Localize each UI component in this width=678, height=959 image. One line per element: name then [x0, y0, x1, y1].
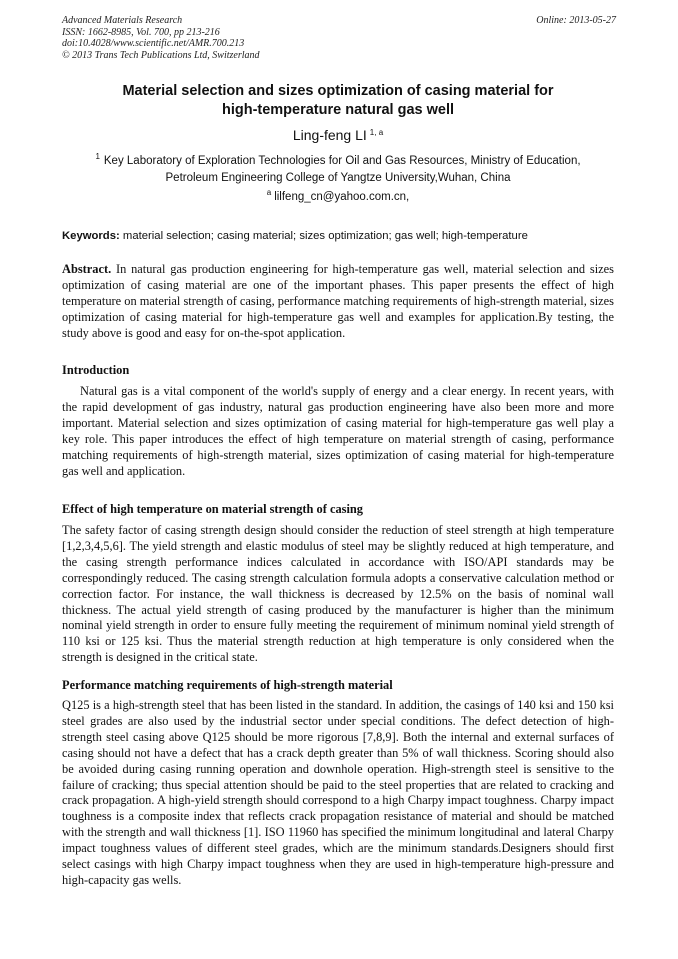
- journal-doi: doi:10.4028/www.scientific.net/AMR.700.213: [62, 38, 245, 49]
- keywords-label: Keywords:: [62, 230, 120, 242]
- keywords: [62, 229, 614, 244]
- abstract-text: In natural gas production engineering for high-temperature gas well, material selection and sizes optimization of casing material are one of the important phases. This paper presents the effect of high temperature on material strength of casing, performance matching requirements of high-strength material, sizes optimization of casing material for high-temperature gas well and examples for application.By testing, the study above is good and easy for on-the-spot application.: [62, 262, 614, 340]
- introduction-paragraph: Natural gas is a vital component of the world's supply of energy and a clear energy. In recent years, with the rapid development of gas industry, natural gas production engineering have also been more and more important. Material selection and sizes optimization of casing material for high-temperature gas well play a key role. This paper introduces the effect of high temperature on material strength of casing, performance matching requirements of high-strength material, sizes optimization of casing material for high-temperature gas well and application.: [62, 384, 614, 478]
- effect-section-heading: Effect of high temperature on material strength of casing: [62, 502, 363, 516]
- paper-title-line-1: Material selection and sizes optimization of casing material for: [122, 83, 554, 99]
- author-email: lilfeng_cn@yahoo.com.cn,: [274, 191, 410, 203]
- author-name: Ling-feng LI: [292, 127, 367, 143]
- author-superscript: 1, a: [369, 128, 384, 137]
- affiliation-line-1: Key Laboratory of Exploration Technologies for Oil and Gas Resources, Ministry of Education,: [103, 155, 581, 167]
- online-date: Online: 2013-05-27: [536, 15, 616, 26]
- journal-copyright: © 2013 Trans Tech Publications Ltd, Switzerland: [62, 49, 260, 61]
- paper-title-line-2: high-temperature natural gas well: [221, 102, 455, 118]
- email-superscript: a: [266, 188, 272, 197]
- paper-title: [62, 82, 614, 120]
- keywords-text: material selection; casing material; sizes optimization; gas well; high-temperature: [122, 230, 528, 242]
- author-line: [62, 124, 614, 144]
- affiliation-line-2: Petroleum Engineering College of Yangtze University,Wuhan, China: [165, 171, 511, 184]
- journal-issn: ISSN: 1662-8985, Vol. 700, pp 213-216: [62, 26, 220, 38]
- affiliation-superscript: 1: [95, 152, 100, 161]
- introduction-heading: Introduction: [62, 363, 130, 377]
- affiliation: [62, 149, 614, 186]
- performance-section-heading: Performance matching requirements of high-strength material: [62, 678, 393, 692]
- abstract-label: Abstract.: [62, 262, 112, 276]
- effect-section-paragraph: The safety factor of casing strength design should consider the reduction of steel strength at high temperature [1,2,3,4,5,6]. The yield strength and elastic modulus of steel may be slightly reduced at high temperature, and the casing strength performance indices calculated in accordance with ISO/API standards may be correspondingly reduced. The casing strength calculation formula adopts a conservative calculation method or correction factor. For instance, the wall thickness is decreased by 12.5% on the basis of nominal wall thickness. The actual yield strength of casing produced by the manufacturer is higher than the minimum nominal yield strength in order to ensure fully meeting the requirement of minimum nominal yield strength of 110 ksi or 125 ksi. Thus the material strength reduction at high temperature is only considered when the strength is designed in the critical state.: [62, 523, 614, 665]
- author-email-line: [62, 185, 614, 205]
- journal-header: [62, 15, 260, 61]
- abstract: [62, 262, 614, 342]
- performance-section-paragraph: Q125 is a high-strength steel that has been listed in the standard. In addition, the casings of 140 ksi and 150 ksi steel grades are also used by the industrial sector under special conditions. The defect detection of high-strength steel casing above Q125 should be more rigorous [7,8,9]. Both the internal and external surfaces of casing should not have a defect that has a crack depth greater than 5% of wall thickness. Scoring should also be avoided during casing running operation and downhole operation. High-strength steel is sensitive to the failure of cracking; thus special attention should be paid to the steel properties that are related to cracking and crack propagation. A high-yield strength should correspond to a high Charpy impact toughness. Charpy impact toughness is a composite index that reflects crack propagation resistance of material and should be matched with the strength and wall thickness [1]. ISO 11960 has specified the minimum longitudinal and lateral Charpy impact toughness values of different steel grades, which are the minimum standards.Designers should first select casings with high Charpy impact toughness when they are used in high-temperature high-pressure and high-capacity gas wells.: [62, 698, 614, 887]
- journal-name: Advanced Materials Research: [62, 15, 183, 26]
